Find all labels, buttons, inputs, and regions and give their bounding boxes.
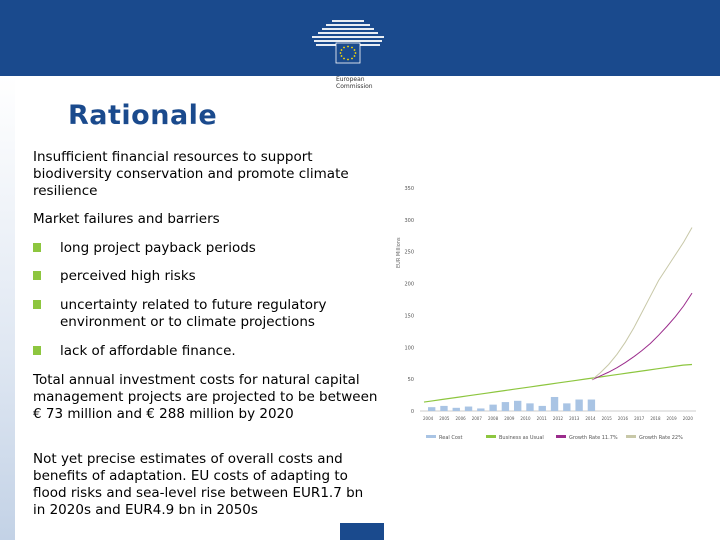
real-cost-bar bbox=[588, 400, 595, 411]
x-tick-label: 2016 bbox=[617, 416, 629, 421]
y-tick-label: 250 bbox=[404, 249, 414, 256]
legend-swatch bbox=[426, 435, 436, 438]
x-tick-label: 2010 bbox=[520, 416, 531, 421]
real-cost-bar bbox=[514, 401, 521, 411]
footer-strip bbox=[340, 523, 384, 540]
y-tick-label: 350 bbox=[404, 186, 414, 192]
paragraph-adaptation-costs: Not yet precise estimates of overall costs and benefits of adaptation. EU costs of adapting to flood risks and sea-level rise between EUR1.7 bn in 2020s and EUR4.9 bn in 2050s bbox=[33, 451, 364, 518]
slide-title: Rationale bbox=[68, 100, 218, 131]
real-cost-bar bbox=[563, 403, 570, 411]
x-tick-label: 2018 bbox=[650, 416, 661, 421]
y-tick-label: 50 bbox=[407, 377, 414, 384]
legend-swatch bbox=[626, 435, 636, 438]
bullet-square-icon bbox=[33, 271, 41, 280]
x-tick-label: 2017 bbox=[634, 416, 645, 421]
x-tick-label: 2012 bbox=[552, 416, 564, 421]
legend-label: Growth Rate 11.7% bbox=[569, 435, 618, 441]
bullet-square-icon bbox=[33, 346, 41, 355]
legend-label: Real Cost bbox=[439, 435, 463, 441]
x-tick-label: 2020 bbox=[682, 416, 693, 421]
real-cost-bar bbox=[502, 402, 509, 411]
y-tick-label: 300 bbox=[404, 217, 414, 224]
paragraph-resources: Insufficient financial resources to support biodiversity conservation and promote climate resilience bbox=[33, 149, 349, 199]
x-tick-label: 2015 bbox=[601, 416, 612, 421]
real-cost-bars bbox=[428, 397, 595, 411]
x-tick-label: 2011 bbox=[536, 416, 547, 421]
real-cost-bar bbox=[428, 407, 435, 411]
y-tick-label: 0 bbox=[410, 409, 414, 415]
bullet-square-icon bbox=[33, 300, 41, 309]
y-tick-label: 150 bbox=[404, 313, 414, 320]
logo-text: European Commission bbox=[336, 76, 373, 90]
real-cost-bar bbox=[489, 405, 496, 411]
x-axis-ticks bbox=[423, 416, 693, 421]
chart-legend bbox=[426, 435, 683, 441]
x-tick-label: 2008 bbox=[487, 416, 499, 421]
bullet-square-icon bbox=[33, 243, 41, 252]
real-cost-bar bbox=[477, 408, 484, 411]
x-tick-label: 2005 bbox=[439, 416, 450, 421]
legend-swatch bbox=[486, 435, 496, 438]
paragraph-investment-costs: Total annual investment costs for natural capital management projects are projected to be between € 73 million and € 288 million by 2020 bbox=[33, 372, 378, 422]
x-tick-label: 2009 bbox=[504, 416, 515, 421]
y-tick-label: 100 bbox=[404, 345, 414, 352]
x-tick-label: 2013 bbox=[569, 416, 580, 421]
real-cost-bar bbox=[526, 403, 533, 411]
y-axis-label: EUR Millions bbox=[396, 237, 402, 268]
business-as-usual-line bbox=[424, 364, 692, 402]
left-accent-bar bbox=[0, 76, 15, 540]
legend-label: Growth Rate 22% bbox=[639, 435, 683, 441]
legend-label: Business as Usual bbox=[499, 435, 544, 441]
x-tick-label: 2019 bbox=[666, 416, 677, 421]
real-cost-bar bbox=[440, 406, 447, 411]
growth-rate-22-line bbox=[592, 228, 692, 380]
real-cost-bar bbox=[539, 406, 546, 411]
x-tick-label: 2006 bbox=[455, 416, 466, 421]
x-tick-label: 2004 bbox=[423, 416, 434, 421]
investment-cost-chart bbox=[392, 178, 702, 448]
x-tick-label: 2014 bbox=[585, 416, 596, 421]
legend-swatch bbox=[556, 435, 566, 438]
real-cost-bar bbox=[575, 400, 582, 411]
real-cost-bar bbox=[551, 397, 558, 411]
x-tick-label: 2007 bbox=[471, 416, 482, 421]
y-tick-label: 200 bbox=[404, 281, 414, 288]
y-axis-ticks bbox=[404, 186, 414, 415]
paragraph-market-failures: Market failures and barriers bbox=[33, 211, 220, 227]
real-cost-bar bbox=[465, 407, 472, 411]
real-cost-bar bbox=[453, 408, 460, 411]
series-lines bbox=[424, 228, 692, 403]
